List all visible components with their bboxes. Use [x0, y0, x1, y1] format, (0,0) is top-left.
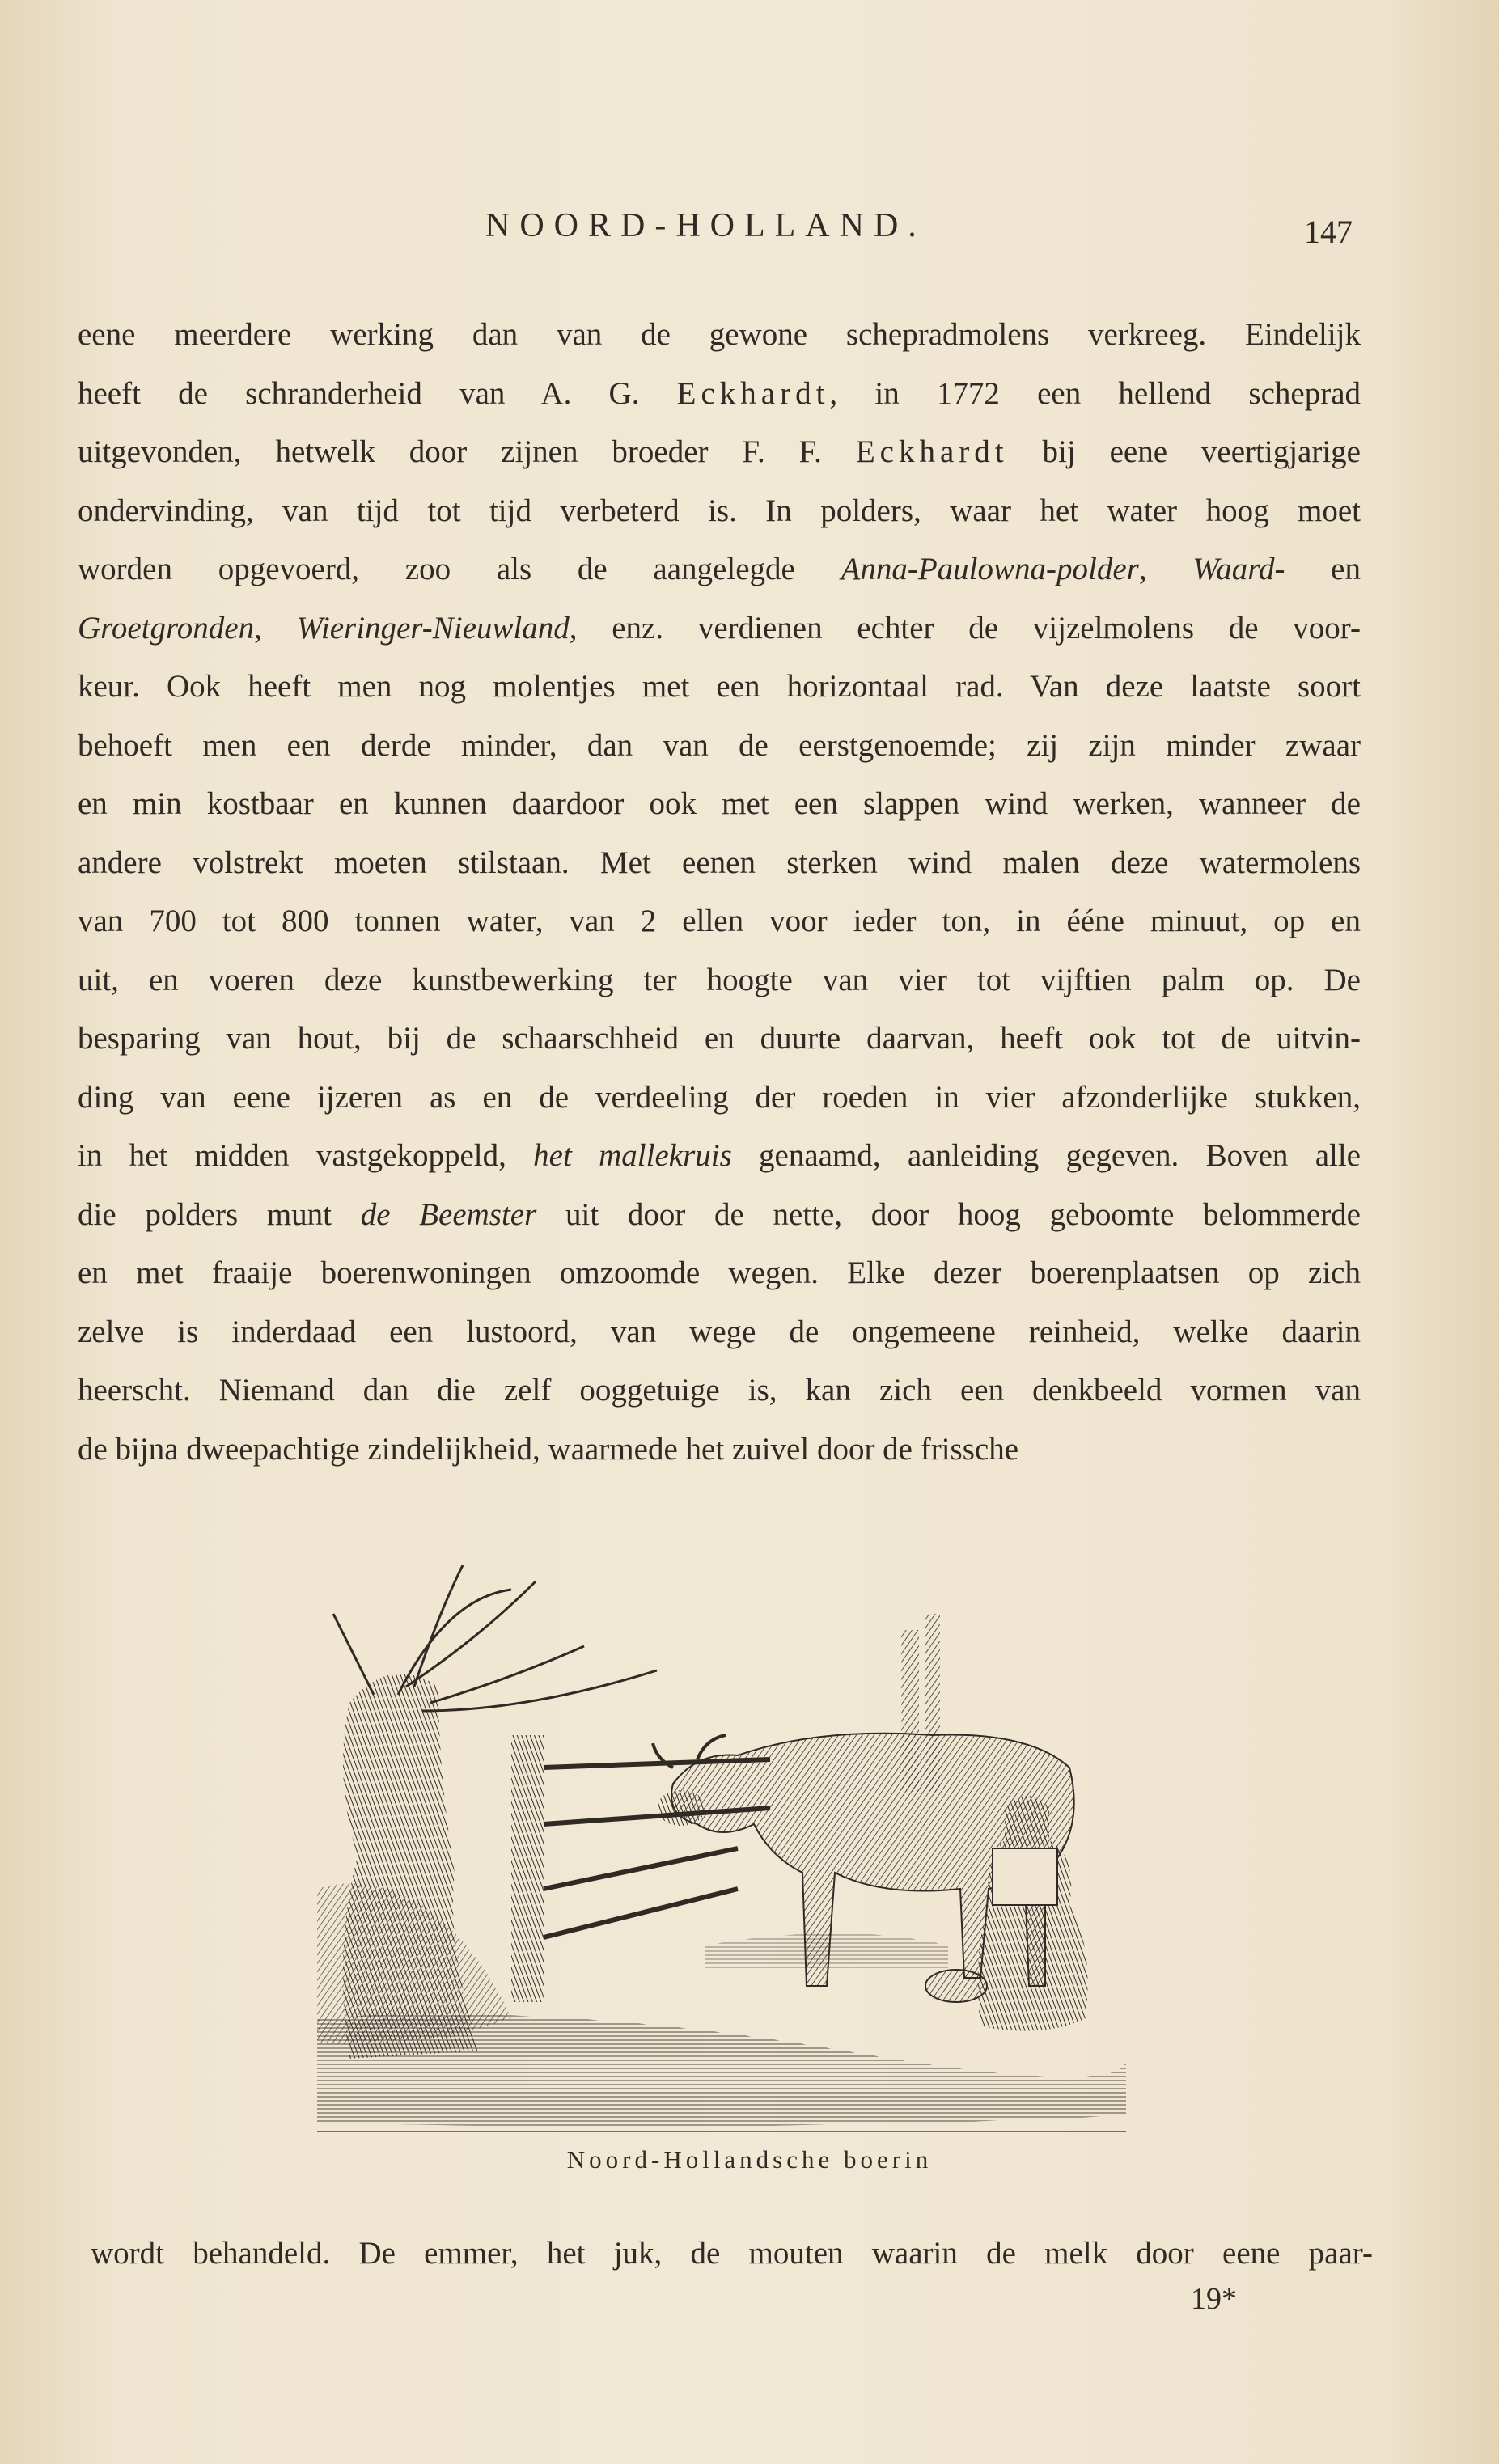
text-line: [78, 1186, 1361, 1245]
text-segment: uit, en voeren deze kunstbewerking ter hoogte van vier tot vijftien palm op. De: [78, 962, 1361, 997]
text-segment: ,: [1138, 552, 1193, 586]
text-segment: in het midden vastgekoppeld,: [78, 1138, 534, 1173]
text-line: [78, 951, 1361, 1010]
text-segment: Wieringer-Nieuwland: [296, 610, 570, 646]
page-number: 147: [1304, 214, 1353, 250]
signature-mark: 19*: [1191, 2282, 1237, 2316]
text-segment: , enz. verdienen echter de vijzelmolens de voor-: [569, 610, 1361, 646]
text-segment: en min kostbaar en kunnen daardoor ook met een slappen wind werken, wanneer de: [78, 786, 1361, 821]
text-segment: Eckhardt: [855, 434, 1009, 469]
page-header: [0, 206, 1499, 255]
text-line: [78, 482, 1361, 541]
text-segment: die polders munt: [78, 1196, 361, 1232]
text-line: [78, 540, 1361, 599]
engraving-illustration: [317, 1565, 1369, 2148]
text-line: [78, 1303, 1361, 1362]
text-segment: behoeft men een derde minder, dan van de eerstgenoemde; zij zijn minder zwaar: [78, 727, 1361, 763]
text-segment: uitgevonden, hetwelk door zijnen broeder F. F.: [78, 434, 856, 469]
text-segment: Groetgronden: [78, 610, 255, 646]
running-head: NOORD-HOLLAND.: [485, 207, 926, 244]
text-line: [78, 1127, 1361, 1186]
text-segment: de Beemster: [360, 1196, 537, 1232]
text-segment: Waard-: [1192, 552, 1285, 586]
text-segment: Anna-Paulowna-polder: [841, 552, 1139, 586]
text-segment: andere volstrekt moeten stilstaan. Met eenen sterken wind malen deze watermolens: [78, 845, 1361, 880]
text-segment: en met fraaije boerenwoningen omzoomde wegen. Elke dezer boerenplaatsen op zich: [78, 1255, 1361, 1290]
text-line: [78, 892, 1361, 951]
text-segment: uit door de nette, door hoog geboomte belommerde: [536, 1196, 1361, 1232]
text-segment: Eckhardt: [676, 375, 830, 411]
text-segment: van 700 tot 800 tonnen water, van 2 ellen voor ieder ton, in ééne minuut, op en: [78, 904, 1361, 938]
text-segment: genaamd, aanleiding gegeven. Boven alle: [731, 1138, 1361, 1173]
text-line: [78, 1010, 1361, 1069]
text-segment: het mallekruis: [533, 1138, 732, 1173]
text-segment: , in 1772 een hellend schеprad: [829, 375, 1361, 411]
text-segment: ,: [254, 610, 297, 646]
text-segment: zelve is inderdaad een lustoord, van wege de ongemeene reinheid, welke daarin: [78, 1314, 1361, 1349]
text-line: [78, 775, 1361, 834]
text-line: [78, 658, 1361, 717]
text-segment: besparing van hout, bij de schaarschheid en duurte daarvan, heeft ook tot de uitvin-: [78, 1021, 1361, 1056]
text-segment: eene meerdere werking dan van de gewone schepradmolens verkreeg. Eindelijk: [78, 317, 1361, 352]
text-segment: heeft de schranderheid van A. G.: [78, 375, 677, 411]
milk-bucket: [925, 1970, 987, 2002]
text-line: [78, 306, 1361, 365]
text-line: [78, 834, 1361, 893]
text-line: [78, 1244, 1361, 1303]
text-line: [78, 1069, 1361, 1128]
text-line: [78, 1420, 1361, 1480]
body-text: [78, 306, 1361, 1479]
text-line: [78, 1361, 1361, 1420]
fence-post: [511, 1735, 544, 2002]
text-segment: bij eene veertigjarige: [1008, 434, 1361, 469]
text-line: [78, 423, 1361, 482]
illustration-caption: Noord-Hollandsche boerin: [566, 2145, 933, 2174]
continuation-line: wordt behandeld. De emmer, het juk, de mouten waarin de melk door eene paar-: [91, 2236, 1373, 2271]
text-segment: ding van eene ijzeren as en de verdeeling der roeden in vier afzonderlijke stukken,: [78, 1079, 1361, 1115]
text-segment: worden opgevoerd, zoo als de aangelegde: [78, 552, 841, 586]
text-segment: heerscht. Niemand dan die zelf ooggetuige is, kan zich een denkbeeld vormen van: [78, 1373, 1361, 1408]
text-segment: ondervinding, van tijd tot tijd verbeterd is. In polders, waar het water hoog moet: [78, 493, 1361, 528]
text-segment: keur. Ook heeft men nog molentjes met een horizontaal rad. Van deze laatste soort: [78, 669, 1361, 704]
text-segment: de bijna dweepachtige zindelijkheid, waarmede het zuivel door de frissche: [78, 1431, 1019, 1467]
text-segment: en: [1285, 552, 1361, 586]
text-line: [78, 599, 1361, 658]
text-line: [78, 365, 1361, 424]
text-line: [78, 717, 1361, 776]
